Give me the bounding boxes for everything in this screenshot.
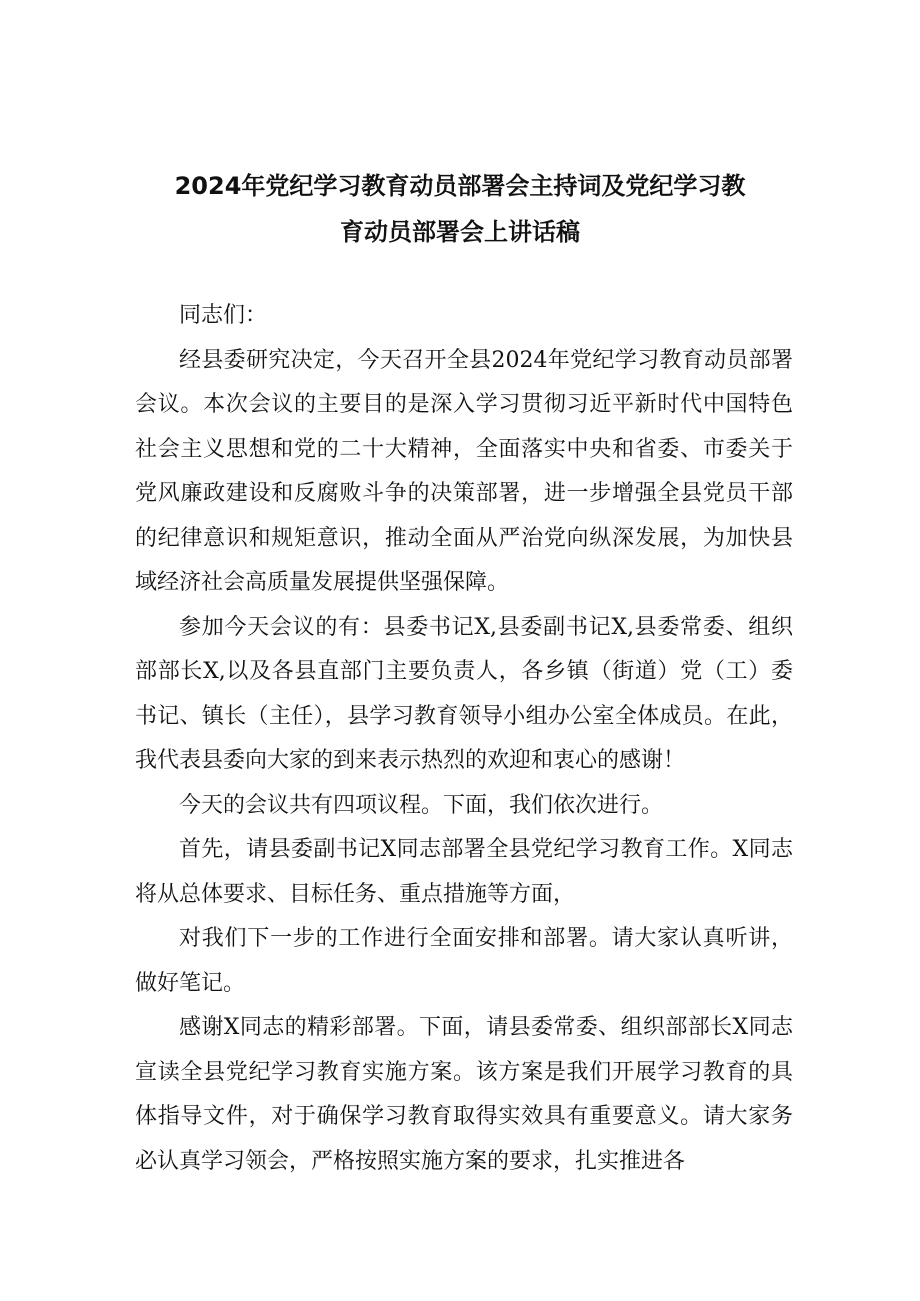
paragraph-6: 感谢X同志的精彩部署。下面，请县委常委、组织部部长X同志宣读全县党纪学习教育实施方案。该方案是我们开展学习教育的具体指导文件，对于确保学习教育取得实效具有重要意义。请大家务必认真学习领会，严格按照实施方案的要求，扎实推进各 (135, 1015, 793, 1174)
paragraph-1: 经县委研究决定，今天召开全县2024年党纪学习教育动员部署会议。本次会议的主要目的是深入学习贯彻习近平新时代中国特色社会主义思想和党的二十大精神，全面落实中央和省委、市委关于党风廉政建设和反腐败斗争的决策部署，进一步增强全县党员干部的纪律意识和规矩意识，推动全面从严治党向纵深发展，为加快县域经济社会高质量发展提供坚强保障。 (135, 347, 793, 595)
title-line-1: 2024年党纪学习教育动员部署会主持词及党纪学习教 (174, 172, 746, 200)
title-line-2: 育动员部署会上讲话稿 (340, 218, 580, 246)
document-body (135, 294, 793, 1184)
salutation: 同志们： (179, 303, 268, 328)
paragraph-2: 参加今天会议的有：县委书记X,县委副书记X,县委常委、组织部部长X,以及各县直部门主要负责人，各乡镇（街道）党（工）委书记、镇长（主任），县学习教育领导小组办公室全体成员。在此，我代表县委向大家的到来表示热烈的欢迎和衷心的感谢！ (135, 614, 793, 773)
paragraph-5: 对我们下一步的工作进行全面安排和部署。请大家认真听讲，做好笔记。 (135, 926, 793, 996)
paragraph-4: 首先，请县委副书记X同志部署全县党纪学习教育工作。X同志将从总体要求、目标任务、重点措施等方面， (135, 837, 793, 907)
document-title (110, 163, 810, 255)
paragraph-3: 今天的会议共有四项议程。下面，我们依次进行。 (179, 792, 664, 818)
